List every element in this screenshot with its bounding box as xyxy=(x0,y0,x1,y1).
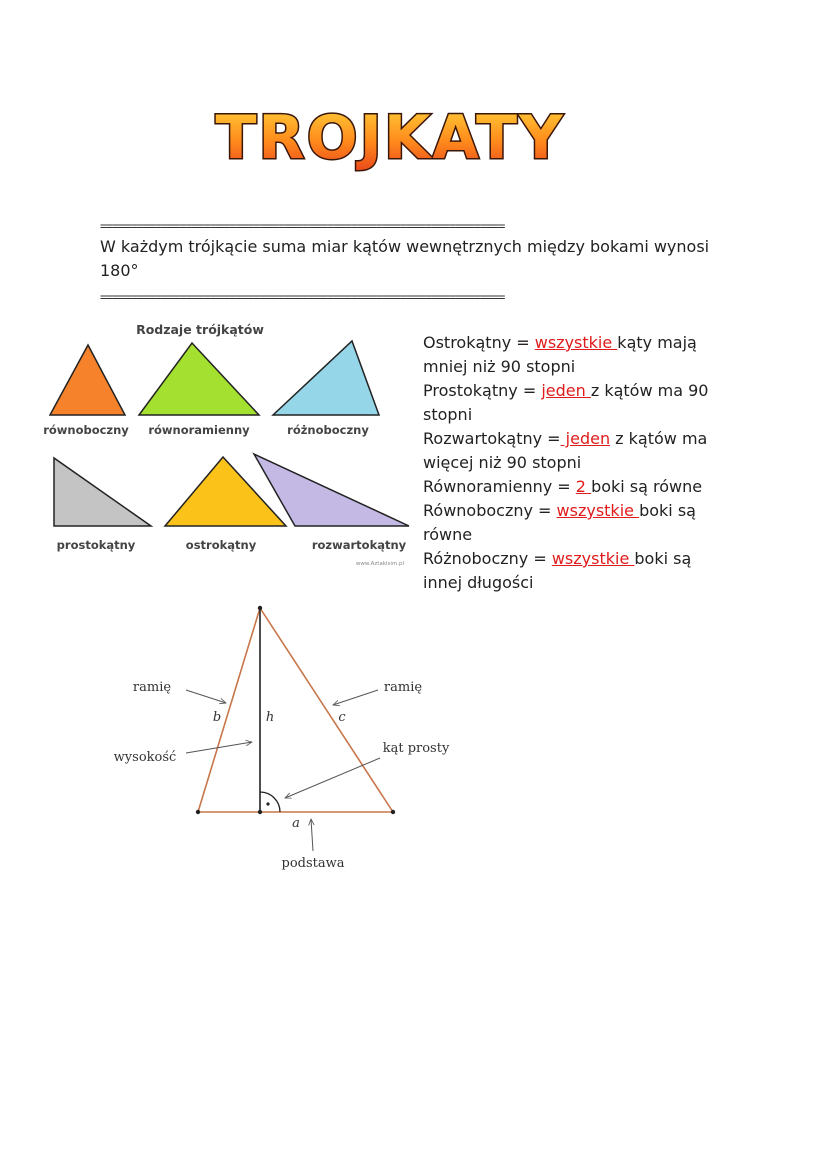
types-heading: Rodzaje trójkątów xyxy=(136,322,264,337)
definition-highlight: 2 xyxy=(575,477,592,496)
height-foot xyxy=(258,810,262,814)
definition-highlight: wszystkie xyxy=(556,501,640,520)
arrow-ramie-right xyxy=(333,690,378,705)
definition-ostrokatny: Ostrokątny = wszystkie kąty mają mniej niż 90 stopni xyxy=(423,333,697,376)
vertex-left xyxy=(196,810,200,814)
definition-roznoboczny: Różnoboczny = wszystkie boki są innej długości xyxy=(423,549,692,592)
arrow-ramie-left xyxy=(186,690,226,703)
arrow-podstawa xyxy=(311,819,313,851)
definition-highlight: jeden xyxy=(541,381,591,400)
label-h: h xyxy=(265,710,275,725)
label-wysokosc: wysokość xyxy=(113,750,177,765)
definition-highlight: wszystkie xyxy=(534,333,618,352)
triangle-roznoboczny xyxy=(273,341,379,415)
title-text: TROJKATY xyxy=(215,103,565,173)
label-podstawa: podstawa xyxy=(281,856,345,871)
label-kat-prosty: kąt prosty xyxy=(382,741,450,756)
vertex-top xyxy=(258,606,262,610)
label-ramie-right: ramię xyxy=(383,680,423,695)
label-a: a xyxy=(292,816,300,831)
vertex-right xyxy=(391,810,395,814)
label-ostrokatny: ostrokątny xyxy=(185,538,257,552)
page-title xyxy=(190,88,590,184)
definition-prostokatny: Prostokątny = jeden z kątów ma 90 stopni xyxy=(423,381,709,424)
right-angle-mark xyxy=(260,792,280,812)
separator-top: ================================================================== xyxy=(100,219,505,233)
label-rownoramienny: równoramienny xyxy=(148,423,250,437)
label-b: b xyxy=(212,710,222,725)
triangle-rownoboczny xyxy=(50,345,125,415)
definition-rownoramienny: Równoramienny = 2 boki są równe xyxy=(423,477,703,496)
definition-rownoboczny: Równoboczny = wszystkie boki są równe xyxy=(423,501,696,544)
label-roznoboczny: różnoboczny xyxy=(287,423,369,437)
label-c: c xyxy=(338,710,346,725)
angle-sum-statement: W każdym trójkącie suma miar kątów wewnętrznych między bokami wynosi 180° xyxy=(100,237,710,280)
label-rownoboczny: równoboczny xyxy=(43,423,129,437)
triangle-prostokatny xyxy=(54,458,151,526)
definition-highlight: jeden xyxy=(560,429,611,448)
side-b xyxy=(198,608,260,812)
triangle-types-figure xyxy=(38,318,418,578)
height-diagram xyxy=(100,595,480,885)
triangle-rownoramienny xyxy=(139,343,259,415)
triangle-rozwartokatny xyxy=(254,454,409,526)
label-ramie-left: ramię xyxy=(132,680,172,695)
side-c xyxy=(260,608,393,812)
definition-highlight: wszystkie xyxy=(551,549,635,568)
definition-rozwartokatny: Rozwartokątny = jeden z kątów ma więcej niż 90 stopni xyxy=(423,429,708,472)
definitions-list xyxy=(423,331,723,595)
separator-bottom: ================================================================== xyxy=(100,290,505,304)
right-angle-dot xyxy=(266,802,269,805)
label-rozwartokatny: rozwartokątny xyxy=(311,538,407,552)
label-prostokatny: prostokątny xyxy=(56,538,136,552)
arrow-kat-prosty xyxy=(285,758,380,798)
watermark: www.Aztakisim.pl xyxy=(355,561,405,567)
